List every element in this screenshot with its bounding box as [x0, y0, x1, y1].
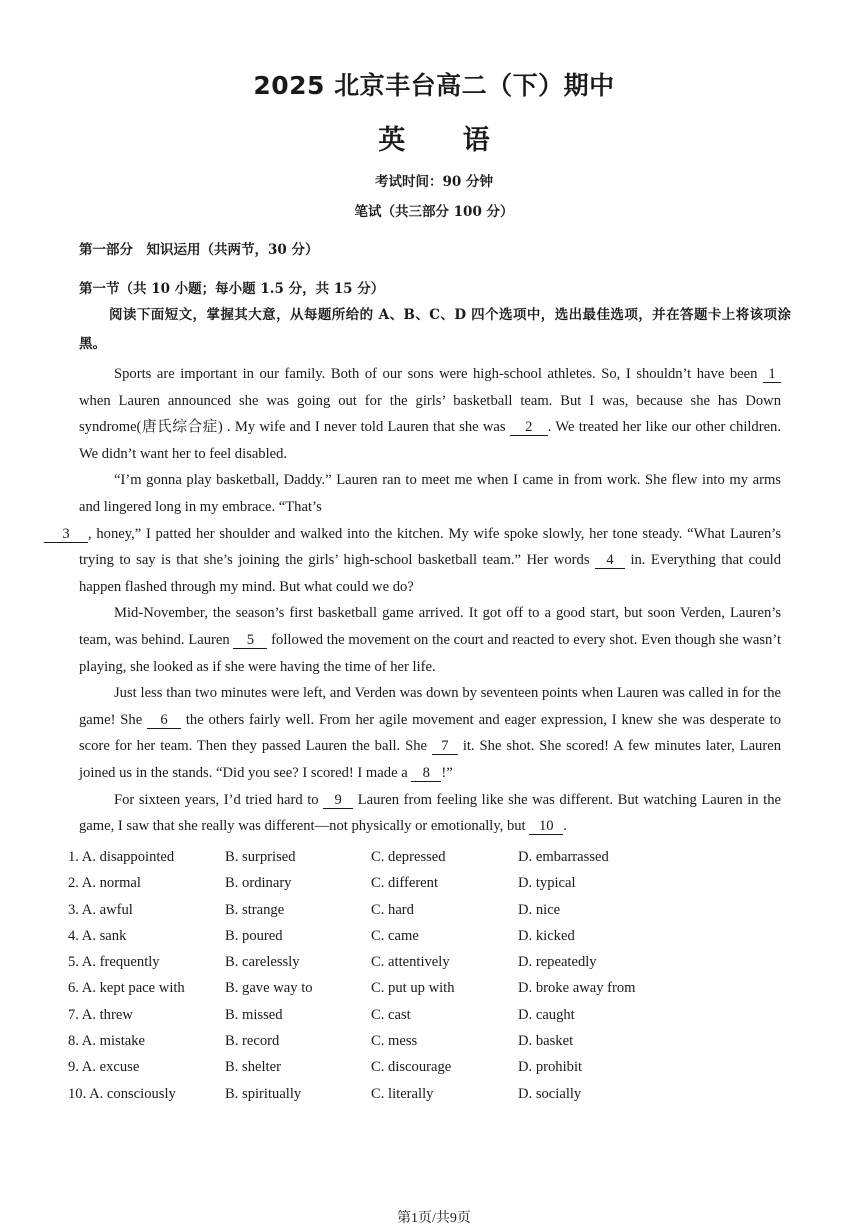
- option-d: D. prohibit: [518, 1059, 583, 1076]
- option-b: B. strange: [225, 901, 285, 918]
- option-b: B. record: [225, 1033, 280, 1050]
- option-c: C. depressed: [371, 849, 446, 865]
- blank-6: 6: [147, 713, 181, 729]
- option-row: [68, 1081, 788, 1107]
- text: Mid-November, the season’s first basketball game arrived. It got off to a good start, but soon Verden, Lauren’s team, was behind. Lauren: [79, 605, 781, 648]
- option-a: 5. A. frequently: [68, 954, 160, 971]
- option-row: [68, 870, 788, 896]
- paragraph-4: [79, 680, 781, 786]
- part1-heading: 第一部分 知识运用（共两节，30 分）: [79, 242, 319, 258]
- blank-3: 3: [44, 527, 88, 543]
- option-c: C. mess: [371, 1033, 418, 1050]
- option-d: D. repeatedly: [518, 954, 597, 971]
- option-a: 6. A. kept pace with: [68, 980, 185, 997]
- option-a: 4. A. sank: [68, 927, 127, 944]
- option-row: [68, 1054, 788, 1080]
- option-c: C. discourage: [371, 1059, 452, 1076]
- text: when Lauren announced she was going out for the girls’ basketball team. But I was, because she has Down syndrome(唐氏综合症) . My wife and I never told Lauren that she was: [79, 392, 781, 436]
- text: !”: [441, 764, 453, 781]
- option-c: C. different: [371, 875, 439, 892]
- option-b: B. poured: [225, 927, 283, 944]
- instruction-text: 阅读下面短文，掌握其大意，从每题所给的 A、B、C、D 四个选项中，选出最佳选项，并在答题卡上将该项涂黑。: [79, 307, 791, 352]
- option-d: D. caught: [518, 1006, 575, 1023]
- score-info: 笔试（共三部分 100 分）: [354, 204, 514, 220]
- text: it. She shot. She scored! A few minutes later, Lauren joined us in the stands. “Did you see? I scored! I made a: [79, 738, 781, 781]
- option-c: C. attentively: [371, 954, 450, 971]
- text: .: [563, 818, 567, 835]
- option-b: B. missed: [225, 1006, 283, 1023]
- option-a: 2. A. normal: [68, 875, 141, 892]
- paragraph-2: [62, 467, 781, 600]
- option-row: [68, 844, 788, 870]
- blank-7: 7: [432, 739, 458, 755]
- text: Just less than two minutes were left, and Verden was down by seventeen points when Lauren was called in for the game! She: [79, 685, 781, 728]
- option-b: B. carelessly: [225, 954, 300, 971]
- option-row: [68, 975, 788, 1001]
- paragraph-3: [79, 600, 781, 680]
- option-d: D. basket: [518, 1033, 574, 1050]
- option-a: 10. A. consciously: [68, 1085, 176, 1102]
- blank-1: 1: [763, 367, 781, 383]
- page-number: 第1页/共9页: [397, 1211, 471, 1226]
- blank-8: 8: [411, 766, 441, 782]
- option-a: 8. A. mistake: [68, 1033, 146, 1050]
- text: in. Everything that could happen flashed through my mind. But what could we do?: [79, 552, 781, 595]
- text: , honey,” I patted her shoulder and walked into the kitchen. My wife spoke slowly, her tone steady. “What Lauren’s trying to say is that she’s joining the girls’ high-school basketball team.” Her words: [79, 525, 781, 569]
- option-d: D. nice: [518, 901, 561, 918]
- blank-10: 10: [529, 819, 563, 835]
- option-d: D. broke away from: [518, 980, 636, 997]
- text: Lauren from feeling like she was different. But watching Lauren in the game, I saw that she really was different—not physically or emotionally, but: [79, 791, 781, 835]
- option-row: [68, 949, 788, 975]
- cloze-passage: [62, 361, 782, 840]
- paragraph-1: [79, 361, 781, 467]
- exam-title: 2025 北京丰台高二（下）期中: [253, 71, 615, 100]
- option-b: B. surprised: [225, 849, 296, 865]
- blank-2: 2: [510, 420, 548, 436]
- text: . We treated her like our other children. We didn’t want her to feel disabled.: [79, 419, 782, 462]
- answer-options: [68, 844, 788, 1107]
- option-c: C. literally: [371, 1085, 434, 1102]
- text: “I’m gonna play basketball, Daddy.” Lauren ran to meet me when I came in from work. She flew into my arms and lingered long in my embrace. “That’s: [79, 472, 781, 515]
- subject-title: 英 语: [378, 125, 490, 156]
- option-d: D. embarrassed: [518, 849, 609, 865]
- option-b: B. ordinary: [225, 875, 292, 892]
- blank-9: 9: [323, 793, 353, 809]
- option-a: 3. A. awful: [68, 901, 133, 918]
- option-a: 1. A. disappointed: [68, 849, 175, 865]
- exam-time: 考试时间：90 分钟: [375, 174, 493, 190]
- option-d: D. kicked: [518, 927, 575, 944]
- option-d: D. socially: [518, 1085, 582, 1102]
- option-b: B. gave way to: [225, 980, 313, 997]
- paragraph-5: [79, 787, 781, 840]
- option-c: C. put up with: [371, 980, 455, 997]
- option-d: D. typical: [518, 875, 576, 892]
- text: Sports are important in our family. Both of our sons were high-school athletes. So, I shouldn’t have been: [114, 366, 763, 382]
- option-row: [68, 1002, 788, 1028]
- text: For sixteen years, I’d tried hard to: [114, 791, 324, 808]
- option-a: 7. A. threw: [68, 1006, 133, 1023]
- text: followed the movement on the court and reacted to every shot. Even though she wasn’t playing, she looked as if she were having the time of her life.: [79, 631, 781, 675]
- option-b: B. shelter: [225, 1059, 281, 1076]
- section1-heading: 第一节（共 10 小题；每小题 1.5 分，共 15 分）: [79, 281, 385, 297]
- option-c: C. cast: [371, 1006, 411, 1023]
- blank-5: 5: [233, 633, 267, 649]
- text: the others fairly well. From her agile movement and eager expression, I knew she was desperate to score for her team. Then they passed Lauren the ball. She: [79, 711, 781, 755]
- option-c: C. hard: [371, 901, 414, 918]
- option-a: 9. A. excuse: [68, 1059, 140, 1076]
- option-row: [68, 1028, 788, 1054]
- blank-4: 4: [595, 553, 625, 569]
- option-row: [68, 897, 788, 923]
- option-b: B. spiritually: [225, 1085, 302, 1102]
- option-row: [68, 923, 788, 949]
- option-c: C. came: [371, 927, 419, 944]
